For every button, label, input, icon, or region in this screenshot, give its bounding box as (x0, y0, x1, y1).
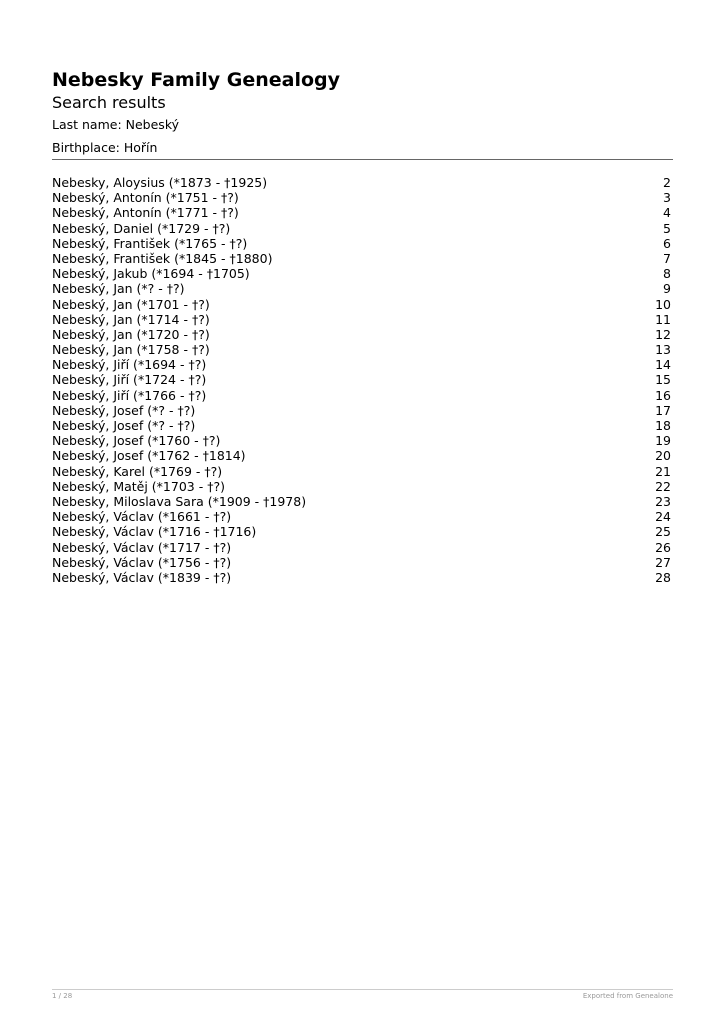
search-results-list (52, 175, 673, 585)
result-row[interactable] (52, 388, 673, 403)
result-person-name[interactable]: Nebeský, Daniel (*1729 - †?) (52, 220, 231, 236)
result-row[interactable] (52, 312, 673, 327)
result-page-number: 15 (655, 372, 671, 388)
result-page-number: 10 (655, 296, 671, 312)
result-row[interactable] (52, 448, 673, 463)
result-row[interactable] (52, 236, 673, 251)
result-page-number: 18 (655, 418, 671, 433)
result-row[interactable] (52, 403, 673, 418)
result-person-name[interactable]: Nebeský, Jan (*1701 - †?) (52, 296, 210, 312)
result-person-name[interactable]: Nebeský, Jan (*? - †?) (52, 281, 185, 297)
result-page-number: 3 (663, 190, 671, 206)
result-row[interactable] (52, 266, 673, 281)
result-person-name[interactable]: Nebeský, Antonín (*1751 - †?) (52, 190, 239, 206)
result-page-number: 2 (663, 175, 671, 190)
result-page-number: 17 (655, 402, 671, 418)
result-page-number: 16 (655, 387, 671, 403)
result-person-name[interactable]: Nebeský, Jakub (*1694 - †1705) (52, 266, 250, 282)
result-page-number: 27 (655, 554, 671, 570)
result-person-name[interactable]: Nebeský, Josef (*? - †?) (52, 402, 196, 418)
result-row[interactable] (52, 297, 673, 312)
result-row[interactable] (52, 175, 673, 190)
result-page-number: 13 (655, 342, 671, 358)
result-person-name[interactable]: Nebeský, Václav (*1716 - †1716) (52, 524, 257, 540)
result-person-name[interactable]: Nebeský, Jan (*1714 - †?) (52, 311, 210, 327)
search-criterion-birthplace: Birthplace: Hořín (52, 140, 158, 155)
result-page-number: 20 (655, 448, 671, 464)
header-divider (52, 159, 673, 160)
result-person-name[interactable]: Nebeský, Václav (*1717 - †?) (52, 539, 232, 555)
result-person-name[interactable]: Nebeský, Jan (*1720 - †?) (52, 326, 210, 342)
result-page-number: 11 (655, 311, 671, 327)
result-row[interactable] (52, 372, 673, 387)
result-row[interactable] (52, 464, 673, 479)
result-person-name[interactable]: Nebeský, Josef (*1760 - †?) (52, 433, 221, 449)
result-row[interactable] (52, 418, 673, 433)
footer-divider (52, 989, 673, 990)
result-person-name[interactable]: Nebeský, Antonín (*1771 - †?) (52, 205, 239, 221)
result-row[interactable] (52, 570, 673, 585)
result-row[interactable] (52, 342, 673, 357)
result-page-number: 26 (655, 539, 671, 555)
result-page-number: 25 (655, 524, 671, 540)
result-person-name[interactable]: Nebeský, František (*1765 - †?) (52, 235, 248, 251)
result-row[interactable] (52, 357, 673, 372)
result-page-number: 6 (663, 235, 671, 251)
page-title: Nebesky Family Genealogy (52, 69, 340, 91)
result-row[interactable] (52, 281, 673, 296)
result-page-number: 24 (655, 509, 671, 525)
result-page-number: 4 (663, 205, 671, 221)
result-person-name[interactable]: Nebeský, František (*1845 - †1880) (52, 250, 273, 266)
result-page-number: 23 (655, 493, 671, 509)
result-person-name[interactable]: Nebeský, Josef (*? - †?) (52, 418, 196, 433)
result-person-name[interactable]: Nebesky, Aloysius (*1873 - †1925) (52, 175, 268, 190)
result-person-name[interactable]: Nebeský, Jiří (*1724 - †?) (52, 372, 207, 388)
document-page (52, 0, 673, 1024)
page-subtitle: Search results (52, 93, 166, 112)
result-page-number: 28 (655, 569, 671, 585)
page-indicator: 1 / 28 (52, 992, 73, 1000)
result-row[interactable] (52, 190, 673, 205)
result-page-number: 5 (663, 220, 671, 236)
result-row[interactable] (52, 509, 673, 524)
result-person-name[interactable]: Nebeský, Jiří (*1694 - †?) (52, 357, 207, 373)
result-page-number: 19 (655, 433, 671, 449)
result-person-name[interactable]: Nebeský, Jiří (*1766 - †?) (52, 387, 207, 403)
result-page-number: 12 (655, 326, 671, 342)
result-page-number: 9 (663, 281, 671, 297)
result-row[interactable] (52, 494, 673, 509)
result-row[interactable] (52, 251, 673, 266)
result-person-name[interactable]: Nebeský, Václav (*1756 - †?) (52, 554, 232, 570)
export-credit: Exported from Genealone (582, 992, 673, 1000)
result-row[interactable] (52, 479, 673, 494)
search-criterion-last-name: Last name: Nebeský (52, 117, 180, 132)
result-page-number: 21 (655, 463, 671, 479)
result-person-name[interactable]: Nebesky, Miloslava Sara (*1909 - †1978) (52, 493, 307, 509)
result-person-name[interactable]: Nebeský, Josef (*1762 - †1814) (52, 448, 246, 464)
result-page-number: 7 (663, 250, 671, 266)
result-row[interactable] (52, 524, 673, 539)
result-page-number: 22 (655, 478, 671, 494)
result-page-number: 8 (663, 266, 671, 282)
result-row[interactable] (52, 221, 673, 236)
result-person-name[interactable]: Nebeský, Jan (*1758 - †?) (52, 342, 210, 358)
result-row[interactable] (52, 555, 673, 570)
result-row[interactable] (52, 327, 673, 342)
result-row[interactable] (52, 433, 673, 448)
result-row[interactable] (52, 540, 673, 555)
result-person-name[interactable]: Nebeský, Karel (*1769 - †?) (52, 463, 223, 479)
result-person-name[interactable]: Nebeský, Matěj (*1703 - †?) (52, 478, 225, 494)
result-row[interactable] (52, 205, 673, 220)
result-person-name[interactable]: Nebeský, Václav (*1839 - †?) (52, 569, 232, 585)
result-person-name[interactable]: Nebeský, Václav (*1661 - †?) (52, 509, 232, 525)
result-page-number: 14 (655, 357, 671, 373)
